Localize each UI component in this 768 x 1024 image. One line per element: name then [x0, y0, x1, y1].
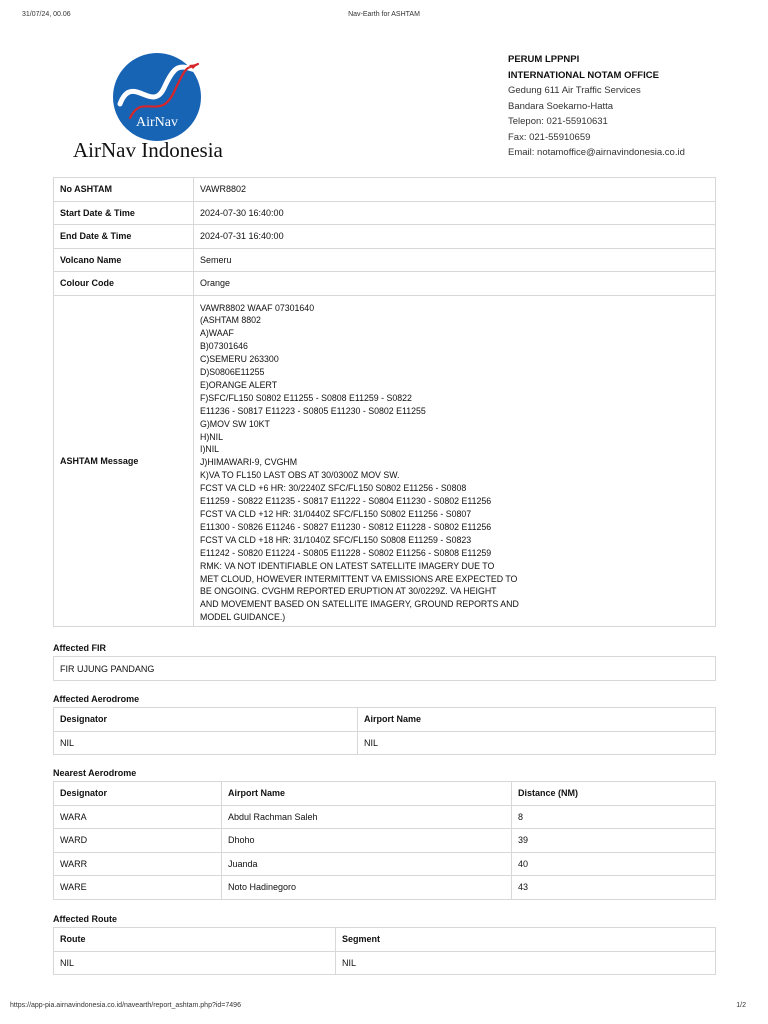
nearest-aerodrome-table	[53, 781, 716, 900]
table-header-row	[54, 782, 716, 806]
table-cell: NIL	[336, 951, 716, 975]
row-value: 2024-07-31 16:40:00	[194, 225, 716, 249]
message-line: I)NIL	[200, 444, 220, 455]
message-line: FCST VA CLD +18 HR: 31/1040Z SFC/FL150 S0808 E11259 - S0823	[200, 534, 472, 545]
table-cell: Noto Hadinegoro	[222, 876, 512, 900]
table-cell: WARD	[54, 829, 222, 853]
message-line: MODEL GUIDANCE.)	[200, 612, 286, 623]
row-label: End Date & Time	[54, 225, 194, 249]
office-phone: Telepon: 021-55910631	[508, 116, 608, 127]
office-name: PERUM LPPNPI	[508, 54, 580, 65]
table-row	[54, 225, 716, 249]
affected-fir-table	[53, 656, 716, 681]
print-header	[22, 11, 746, 23]
table-row	[54, 657, 716, 681]
table-row	[54, 829, 716, 853]
message-line: RMK: VA NOT IDENTIFIABLE ON LATEST SATELLITE IMAGERY DUE TO	[200, 560, 495, 571]
message-line: E11259 - S0822 E11235 - S0817 E11222 - S0804 E11230 - S0802 E11256	[200, 496, 492, 507]
office-airport: Bandara Soekarno-Hatta	[508, 100, 614, 112]
table-row	[54, 805, 716, 829]
message-line: E11300 - S0826 E11246 - S0827 E11230 - S0812 E11228 - S0802 E11256	[200, 521, 492, 532]
row-value: VAWR8802	[194, 178, 716, 202]
ashtam-message-text	[200, 296, 709, 627]
table-row	[54, 201, 716, 225]
table-cell: WARE	[54, 876, 222, 900]
row-label: Volcano Name	[54, 248, 194, 272]
table-row	[54, 951, 716, 975]
row-label: ASHTAM Message	[54, 295, 194, 627]
table-cell: Dhoho	[222, 829, 512, 853]
message-line: BE ONGOING. CVGHM REPORTED ERUPTION AT 30/0229Z. VA HEIGHT	[200, 586, 497, 597]
message-line: VAWR8802 WAAF 07301640	[200, 302, 315, 313]
affected-fir-heading: Affected FIR	[53, 643, 107, 653]
affected-route-heading: Affected Route	[53, 914, 118, 924]
table-cell: 8	[512, 805, 716, 829]
column-header: Designator	[54, 782, 222, 806]
message-line: J)HIMAWARI-9, CVGHM	[200, 457, 298, 468]
table-cell: NIL	[358, 731, 716, 755]
fir-value: FIR UJUNG PANDANG	[54, 657, 716, 681]
column-header: Airport Name	[222, 782, 512, 806]
message-line: F)SFC/FL150 S0802 E11255 - S0808 E11259 - S0822	[200, 392, 412, 403]
column-header: Segment	[336, 928, 716, 952]
office-building: Gedung 611 Air Traffic Services	[508, 85, 641, 96]
column-header: Route	[54, 928, 336, 952]
message-line: D)S0806E11255	[200, 367, 265, 378]
table-cell: 40	[512, 852, 716, 876]
row-label: Colour Code	[54, 272, 194, 296]
office-address	[508, 52, 748, 161]
print-date: 31/07/24, 00.06	[22, 11, 71, 18]
message-line: E11242 - S0820 E11224 - S0805 E11228 - S0802 E11256 - S0808 E11259	[200, 547, 492, 558]
affected-aerodrome-heading: Affected Aerodrome	[53, 694, 140, 704]
message-line: H)NIL	[200, 431, 223, 442]
row-value: 2024-07-30 16:40:00	[194, 201, 716, 225]
message-line: A)WAAF	[200, 328, 234, 339]
row-label: Start Date & Time	[54, 201, 194, 225]
page-number: 1/2	[736, 1002, 746, 1009]
table-row	[54, 248, 716, 272]
table-cell: Abdul Rachman Saleh	[222, 805, 512, 829]
table-cell: WARA	[54, 805, 222, 829]
table-row	[54, 272, 716, 296]
message-line: (ASHTAM 8802	[200, 315, 261, 326]
airnav-logo	[70, 52, 270, 162]
row-value: Orange	[194, 272, 716, 296]
office-subtitle: INTERNATIONAL NOTAM OFFICE	[508, 69, 659, 81]
message-line: E11236 - S0817 E11223 - S0805 E11230 - S0802 E11255	[200, 405, 426, 416]
message-line: B)07301646	[200, 341, 248, 352]
nearest-aerodrome-heading: Nearest Aerodrome	[53, 768, 137, 778]
message-line: FCST VA CLD +6 HR: 30/2240Z SFC/FL150 S0802 E11256 - S0808	[200, 483, 467, 494]
print-title: Nav-Earth for ASHTAM	[348, 11, 420, 18]
table-row	[54, 731, 716, 755]
row-value: Semeru	[194, 248, 716, 272]
column-header: Designator	[54, 708, 358, 732]
ashtam-message	[194, 295, 716, 627]
message-line: AND MOVEMENT BASED ON SATELLITE IMAGERY, GROUND REPORTS AND	[200, 599, 519, 610]
office-email: Email: notamoffice@airnavindonesia.co.id	[508, 147, 685, 158]
message-line: FCST VA CLD +12 HR: 31/0440Z SFC/FL150 S0802 E11256 - S0807	[200, 509, 472, 519]
table-header-row	[54, 708, 716, 732]
table-cell: 43	[512, 876, 716, 900]
table-row	[54, 295, 716, 627]
table-cell: NIL	[54, 951, 336, 975]
message-line: MET CLOUD, HOWEVER INTERMITTENT VA EMISSIONS ARE EXPECTED TO	[200, 573, 518, 584]
message-line: C)SEMERU 263300	[200, 354, 279, 365]
column-header: Distance (NM)	[512, 782, 716, 806]
table-row	[54, 852, 716, 876]
table-cell: Juanda	[222, 852, 512, 876]
airnav-logo-icon	[112, 52, 202, 142]
message-line: E)ORANGE ALERT	[200, 379, 278, 390]
table-cell: 39	[512, 829, 716, 853]
table-header-row	[54, 928, 716, 952]
print-url[interactable]: https://app-pia.airnavindonesia.co.id/navearth/report_ashtam.php?id=7496	[10, 1002, 241, 1009]
row-label: No ASHTAM	[54, 178, 194, 202]
logo-circle-text: AirNav	[136, 115, 178, 130]
column-header: Airport Name	[358, 708, 716, 732]
message-line: G)MOV SW 10KT	[200, 418, 270, 429]
table-cell: WARR	[54, 852, 222, 876]
office-fax: Fax: 021-55910659	[508, 131, 591, 143]
print-footer	[10, 1002, 746, 1014]
table-row	[54, 178, 716, 202]
logo-wordmark: AirNav Indonesia	[73, 138, 223, 162]
table-cell: NIL	[54, 731, 358, 755]
ashtam-table	[53, 177, 716, 627]
affected-route-table	[53, 927, 716, 975]
affected-aerodrome-table	[53, 707, 716, 755]
table-row	[54, 876, 716, 900]
message-line: K)VA TO FL150 LAST OBS AT 30/0300Z MOV SW.	[200, 470, 400, 481]
